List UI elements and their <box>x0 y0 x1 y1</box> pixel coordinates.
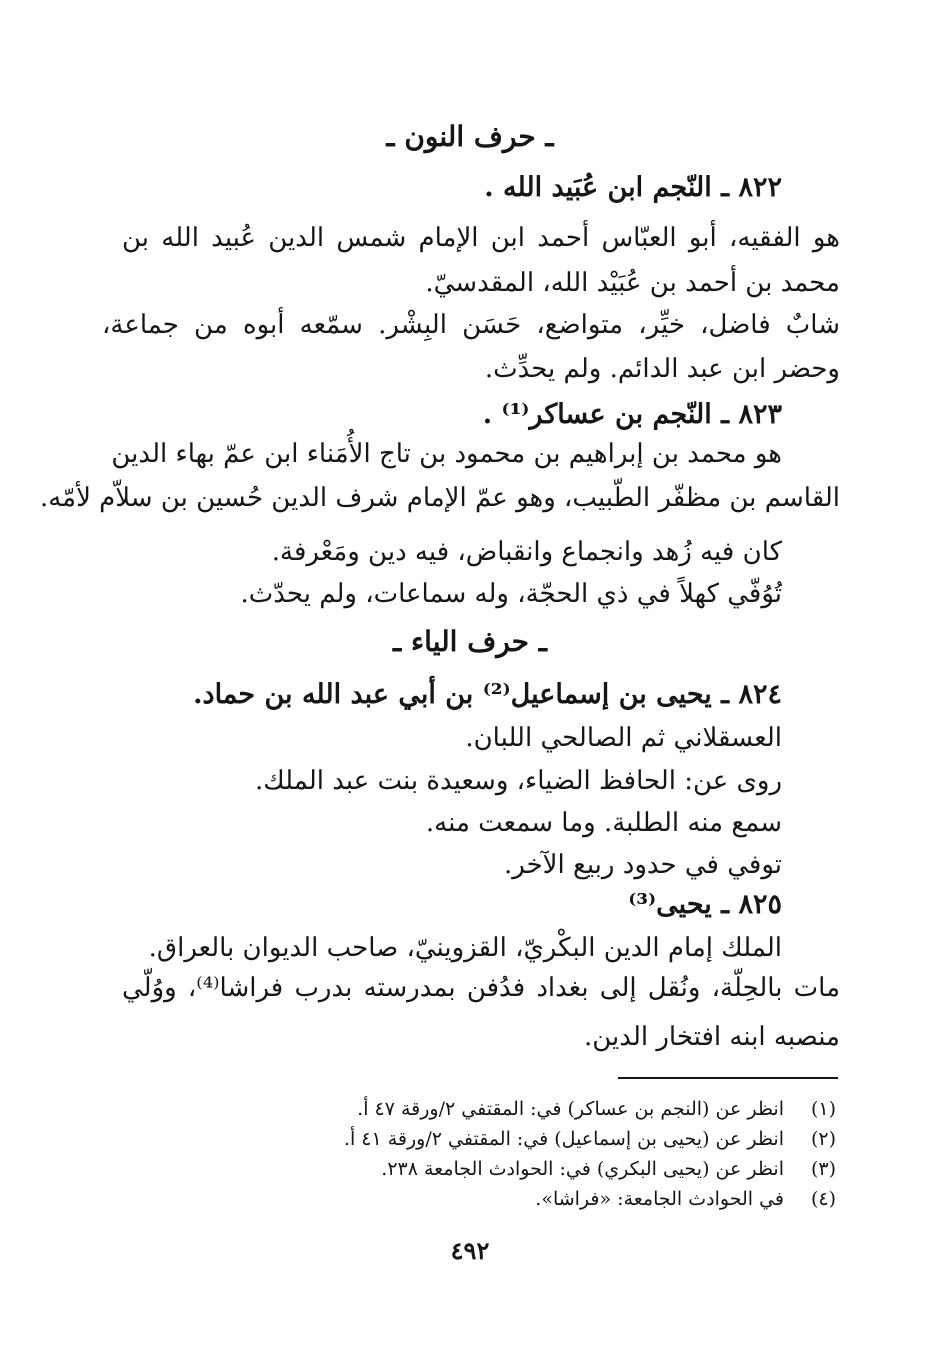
entry-823-line-1: هو محمد بن إبراهيم بن محمود بن تاج الأُمَناء ابن عمّ بهاء الدين <box>111 439 782 469</box>
entry-822-line-1: هو الفقيه، أبو العبّاس أحمد ابن الإمام شمس الدين عُبيد الله بن <box>122 223 840 253</box>
footnote-3-text: انظر عن (يحيى البكري) في: الحوادث الجامعة ٢٣٨. <box>381 1158 784 1180</box>
entry-822-line-4: وحضر ابن عبد الدائم. ولم يحدِّث. <box>484 354 840 384</box>
section-title-nun: ـ حرف النون ـ <box>386 120 554 153</box>
footnote-4-text: في الحوادث الجامعة: «فراشا». <box>535 1188 784 1210</box>
entry-822-line-2: محمد بن أحمد بن عُبَيْد الله، المقدسيّ. <box>425 268 840 298</box>
entry-822-line-3: شابٌ فاضل، خيِّر، متواضع، حَسَن البِشْر. سمّعه أبوه من جماعة، <box>102 310 840 340</box>
page-number: ٤٩٢ <box>450 1236 490 1265</box>
entry-825-line-1: الملك إمام الدين البكْريّ، القزوينيّ، صاحب الديوان بالعراق. <box>148 933 782 963</box>
entry-825-line-3: منصبه ابنه افتخار الدين. <box>584 1022 840 1052</box>
footnote-2-text: انظر عن (يحيى بن إسماعيل) في: المقتفي ٢/ورقة ٤١ أ. <box>343 1128 784 1150</box>
footnote-4-number: (٤) <box>810 1188 836 1210</box>
entry-823-line-4: تُوُفّي كهلاً في ذي الحجّة، وله سماعات، ولم يحدّث. <box>240 579 782 609</box>
entry-824-line-4: توفي في حدود ربيع الآخر. <box>504 850 782 880</box>
footnote-1-text: انظر عن (النجم بن عساكر) في: المقتفي ٢/ورقة ٤٧ أ. <box>357 1098 784 1120</box>
footnote-3 <box>381 1154 836 1184</box>
section-title-ya: ـ حرف الياء ـ <box>393 625 547 658</box>
entry-824-heading: ٨٢٤ ـ يحيى بن إسماعيل⁽²⁾ بن أبي عبد الله بن حماد. <box>193 679 782 710</box>
footnote-3-number: (٣) <box>810 1158 836 1180</box>
footnote-2-number: (٢) <box>810 1128 836 1150</box>
entry-824-line-1: العسقلاني ثم الصالحي اللبان. <box>465 723 782 753</box>
entry-823-heading: ٨٢٣ ـ النّجم بن عساكر⁽¹⁾ . <box>482 399 782 430</box>
footnote-separator <box>618 1077 838 1079</box>
footnote-1 <box>357 1094 836 1124</box>
footnote-2 <box>344 1124 836 1154</box>
entry-823-line-2: القاسم بن مظفّر الطّبيب، وهو عمّ الإمام شرف الدين حُسين بن سلاّم لأمّه. <box>39 483 840 513</box>
entry-823-line-3: كان فيه زُهد وانجماع وانقباض، فيه دين ومَعْرفة. <box>271 537 782 567</box>
entry-824-line-3: سمع منه الطلبة. وما سمعت منه. <box>425 808 782 838</box>
entry-822-heading: ٨٢٢ ـ النّجم ابن عُبَيد الله . <box>484 172 782 203</box>
entry-824-line-2: روى عن: الحافظ الضياء، وسعيدة بنت عبد الملك. <box>255 766 782 796</box>
entry-825-line-2: مات بالحِلّة، ونُقل إلى بغداد فدُفن بمدرسته بدرب فراشا⁽⁴⁾، ووُلّي <box>122 973 840 1003</box>
entry-825-heading: ٨٢٥ ـ يحيى⁽³⁾ <box>628 889 782 920</box>
footnote-4 <box>535 1184 836 1214</box>
footnote-1-number: (١) <box>810 1098 836 1120</box>
